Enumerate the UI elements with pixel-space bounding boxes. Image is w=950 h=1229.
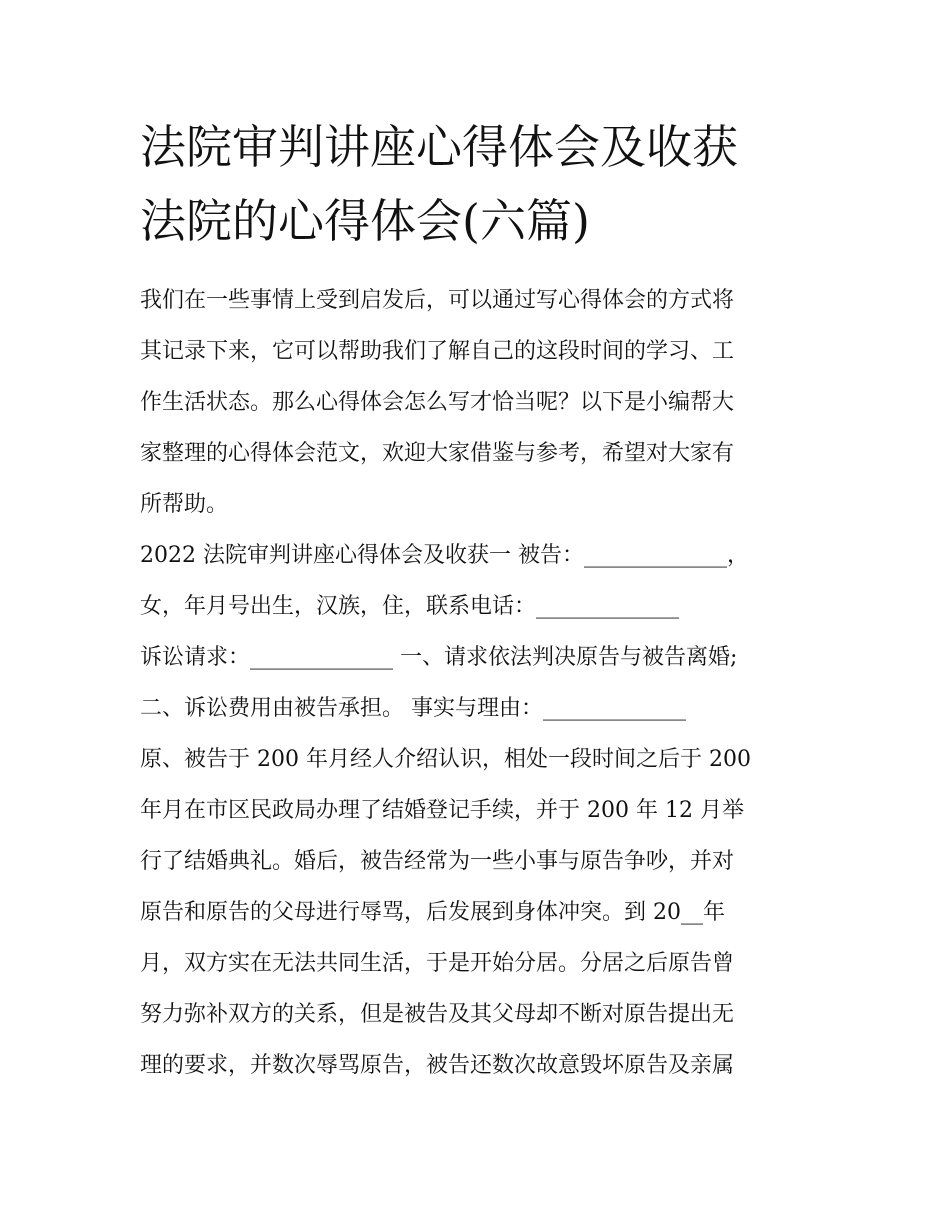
body-line-7: 女，年月号出生，汉族，住，联系电话：_____________ (140, 594, 680, 619)
body-line-4: 家整理的心得体会范文，欢迎大家借鉴与参考，希望对大家有 (140, 441, 735, 466)
body-line-15: 努力弥补双方的关系，但是被告及其父母却不断对原告提出无 (140, 1002, 735, 1027)
body-line-14: 月，双方实在无法共同生活，于是开始分居。分居之后原告曾 (140, 951, 735, 976)
body-line-1: 我们在一些事情上受到启发后，可以通过写心得体会的方式将 (140, 288, 735, 313)
body-line-8: 诉讼请求：_____________ 一、请求依法判决原告与被告离婚; (140, 645, 738, 670)
body-line-16: 理的要求，并数次辱骂原告，被告还数次故意毁坏原告及亲属 (140, 1053, 735, 1078)
body-line-10: 原、被告于 200 年月经人介绍认识，相处一段时间之后于 200 (140, 747, 751, 772)
body-line-13: 原告和原告的父母进行辱骂，后发展到身体冲突。到 20__年 (140, 900, 725, 925)
body-line-2: 其记录下来，它可以帮助我们了解自己的这段时间的学习、工 (140, 339, 735, 364)
body-line-11: 年月在市区民政局办理了结婚登记手续，并于 200 年 12 月举 (140, 798, 744, 823)
body-line-3: 作生活状态。那么心得体会怎么写才恰当呢？以下是小编帮大 (140, 390, 735, 415)
body-line-5: 所帮助。 (140, 492, 229, 517)
body-line-6: 2022 法院审判讲座心得体会及收获一 被告：_____________， (140, 543, 749, 568)
document-title-line-2: 法院的心得体会(六篇) (140, 194, 590, 248)
body-line-9: 二、诉讼费用由被告承担。 事实与理由：_____________ (140, 696, 686, 721)
body-line-12: 行了结婚典礼。婚后，被告经常为一些小事与原告争吵，并对 (140, 849, 735, 874)
document-title-line-1: 法院审判讲座心得体会及收获 (140, 120, 738, 174)
